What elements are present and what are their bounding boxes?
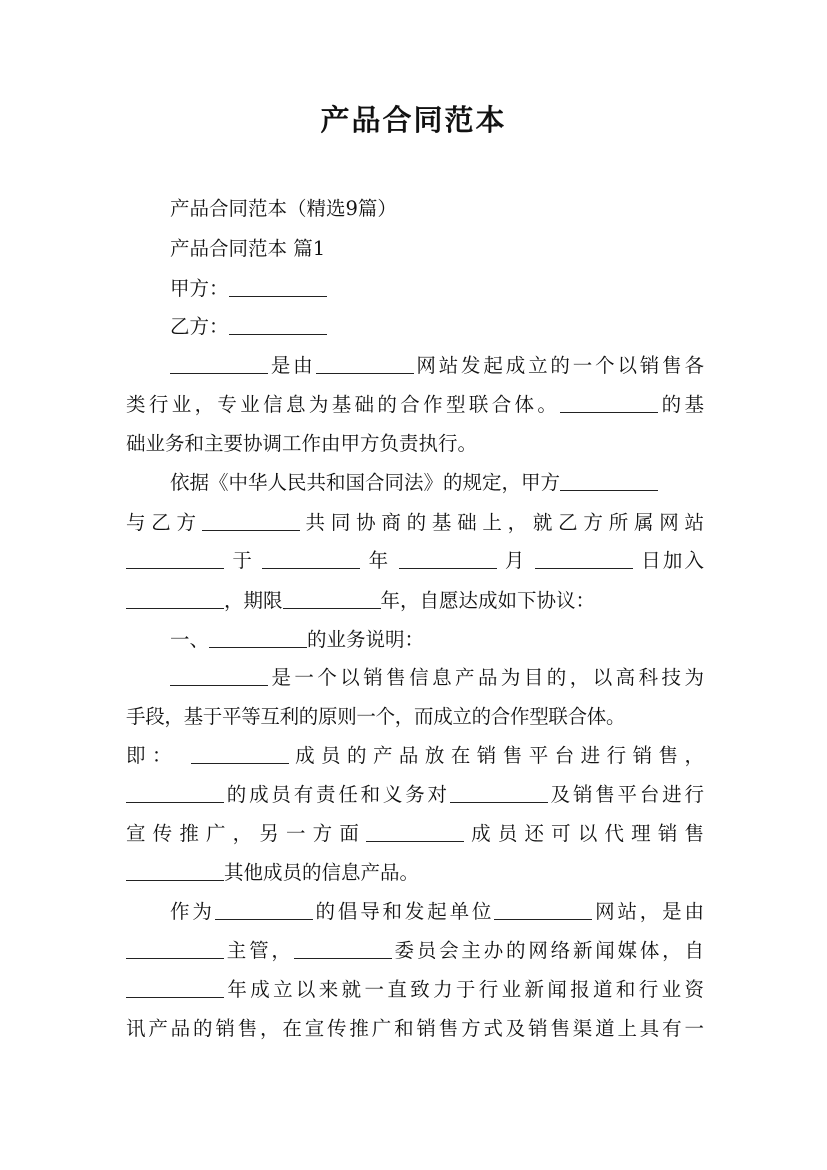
text-run: 其他成员的信息产品。	[224, 861, 420, 884]
party-b-label: 乙方：	[170, 315, 229, 338]
text-run: 年成立以来就一直致力于行业新闻报道和行业资	[224, 978, 704, 1001]
text-run: 年	[368, 549, 391, 572]
text-run: 网站，是由	[592, 900, 704, 923]
paragraph-line	[126, 859, 704, 887]
subtitle: 产品合同范本（精选9篇）	[170, 197, 397, 220]
text-run: 与乙方	[126, 511, 202, 534]
blank-field	[170, 666, 268, 686]
paragraph-line: 手段，基于平等互利的原则一个，而成立的合作型联合体。	[126, 705, 626, 728]
paragraph-line: 础业务和主要协调工作由甲方负责执行。	[126, 432, 478, 455]
text-run: 共同协商的基础上，就乙方所属网站	[299, 511, 704, 534]
blank-field	[126, 861, 224, 881]
text-run: 成员的产品放在销售平台进行销售，	[288, 744, 704, 767]
text-run: 于	[232, 549, 254, 572]
blank-field	[283, 589, 381, 609]
party-b-line	[170, 313, 704, 341]
blank-field	[560, 393, 658, 413]
blank-field	[202, 511, 300, 531]
text-run: 依据《中华人民共和国合同法》的规定，甲方	[170, 471, 561, 494]
blank-field	[366, 822, 464, 842]
paragraph-line	[170, 664, 704, 692]
blank-field	[450, 783, 548, 803]
paragraph-line	[126, 742, 704, 770]
text-run: 成员还可以代理销售	[464, 822, 704, 845]
blank-field	[126, 549, 224, 569]
text-run: 的业务说明：	[307, 628, 425, 651]
blank-field	[126, 939, 224, 959]
blank-field	[126, 783, 224, 803]
paragraph-line	[126, 547, 704, 575]
paragraph-line	[126, 391, 704, 419]
text-run: 的倡导和发起单位	[312, 900, 495, 923]
paragraph-line	[126, 781, 704, 809]
text-run: 是由	[268, 354, 316, 377]
text-run: 委员会主办的网络新闻媒体，自	[391, 939, 704, 962]
blank-field	[126, 589, 224, 609]
clause-heading	[170, 626, 704, 654]
text-run: 及销售平台进行	[547, 783, 704, 806]
blank-field	[262, 549, 360, 569]
blank-field	[494, 900, 592, 920]
text-run: ，期限	[224, 589, 283, 612]
paragraph-line	[126, 509, 704, 537]
blank-field	[399, 549, 497, 569]
blank-field	[229, 277, 327, 297]
paragraph-line	[170, 898, 704, 926]
blank-field	[215, 900, 313, 920]
text-run: 的基	[658, 393, 704, 416]
text-run: 日加入	[641, 549, 704, 572]
document-title: 产品合同范本	[320, 103, 507, 137]
text-run: 宣传推广，另一方面	[126, 822, 366, 845]
paragraph-line	[126, 937, 704, 965]
paragraph-line	[126, 820, 704, 848]
party-a-line	[170, 275, 704, 303]
blank-field	[170, 354, 268, 374]
blank-field	[126, 978, 224, 998]
blank-field	[560, 471, 658, 491]
text-run: 作为	[170, 900, 215, 923]
paragraph-line	[170, 469, 704, 497]
text-run: 网站发起成立的一个以销售各	[413, 354, 704, 377]
text-run: 的成员有责任和义务对	[224, 783, 450, 806]
blank-field	[316, 354, 414, 374]
text-run: 即：	[126, 744, 178, 767]
text-run: 类行业，专业信息为基础的合作型联合体。	[126, 393, 561, 416]
blank-field	[191, 744, 289, 764]
blank-field	[209, 628, 307, 648]
text-run: 主管，	[224, 939, 294, 962]
text-run: 一、	[170, 628, 210, 651]
blank-field	[229, 315, 327, 335]
section-heading: 产品合同范本 篇1	[170, 237, 326, 260]
text-run: 月	[504, 549, 527, 572]
text-run: 是一个以销售信息产品为目的，以高科技为	[268, 666, 704, 689]
paragraph-line	[126, 976, 704, 1004]
blank-field	[294, 939, 392, 959]
paragraph-line: 讯产品的销售，在宣传推广和销售方式及销售渠道上具有一	[126, 1017, 704, 1040]
text-run: 年，自愿达成如下协议：	[380, 589, 596, 612]
blank-field	[535, 549, 633, 569]
paragraph-line	[126, 587, 704, 615]
party-a-label: 甲方：	[170, 277, 229, 300]
paragraph-line	[170, 352, 704, 380]
